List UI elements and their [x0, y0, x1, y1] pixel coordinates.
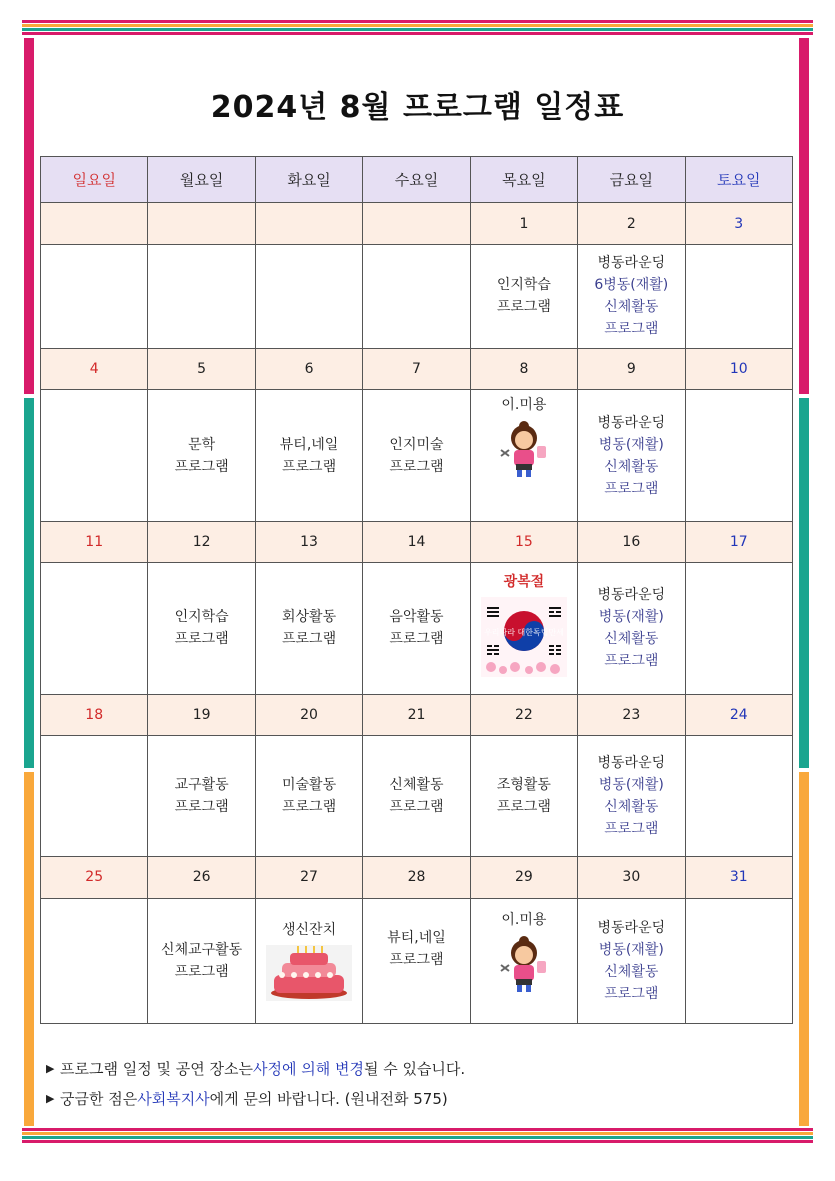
note-schedule-change — [46, 1054, 465, 1084]
program-cell — [685, 563, 792, 694]
calendar-table — [40, 156, 793, 1024]
program-cell — [685, 390, 792, 521]
program-cell — [363, 898, 470, 1023]
weekday-tuesday: 화요일 — [255, 157, 362, 203]
program-label: 회상활동 — [282, 609, 337, 626]
program-label: 음악활동 — [389, 609, 444, 626]
top-border — [22, 20, 813, 36]
date-cell: 7 — [363, 348, 470, 389]
date-cell: 24 — [685, 694, 792, 735]
weekday-saturday: 토요일 — [685, 157, 792, 203]
date-cell: 16 — [578, 521, 685, 562]
date-cell: 29 — [470, 857, 577, 898]
program-label: 6병동(재활) — [594, 277, 669, 294]
program-label: 프로그램 — [174, 631, 229, 648]
date-cell: 22 — [470, 694, 577, 735]
program-cell — [470, 563, 577, 694]
date-cell: 15 — [470, 521, 577, 562]
program-cell — [578, 390, 685, 521]
program-row — [41, 244, 793, 348]
program-label: 프로그램 — [604, 985, 659, 1002]
program-cell — [578, 735, 685, 856]
program-cell — [41, 244, 148, 348]
program-label: 이.미용 — [501, 397, 547, 414]
date-row — [41, 694, 793, 735]
program-cell — [148, 390, 255, 521]
program-label: 신체활동 — [604, 963, 659, 980]
note-text: 에게 문의 바랍니다. (원내전화 575) — [209, 1090, 448, 1108]
program-row — [41, 735, 793, 856]
date-cell: 6 — [255, 348, 362, 389]
right-border-orange — [799, 772, 809, 1126]
program-label: 프로그램 — [496, 799, 551, 816]
program-cell — [363, 563, 470, 694]
program-cell — [148, 735, 255, 856]
program-label: 병동라운딩 — [597, 755, 666, 772]
program-cell — [363, 244, 470, 348]
program-cell — [255, 563, 362, 694]
date-row — [41, 521, 793, 562]
program-label: 문학 — [188, 436, 216, 453]
date-cell: 3 — [685, 203, 792, 244]
date-cell: 18 — [41, 694, 148, 735]
korean-flag-icon — [481, 597, 567, 677]
program-label: 미술활동 — [282, 777, 337, 794]
program-label: 뷰티,네일 — [279, 436, 339, 453]
program-cell — [255, 244, 362, 348]
date-cell — [148, 203, 255, 244]
date-cell: 2 — [578, 203, 685, 244]
program-row — [41, 390, 793, 521]
program-label: 병동라운딩 — [597, 414, 666, 431]
program-label: 프로그램 — [389, 631, 444, 648]
left-border-teal — [24, 398, 34, 768]
birthday-cake-icon — [266, 945, 352, 1001]
date-cell: 11 — [41, 521, 148, 562]
hairdresser-icon — [497, 935, 551, 995]
date-row — [41, 203, 793, 244]
weekday-header-row — [41, 157, 793, 203]
program-cell — [255, 735, 362, 856]
date-cell: 5 — [148, 348, 255, 389]
page-title: 2024년 8월 프로그램 일정표 — [210, 90, 625, 125]
date-row — [41, 857, 793, 898]
program-cell — [578, 244, 685, 348]
date-cell: 13 — [255, 521, 362, 562]
program-cell — [41, 735, 148, 856]
program-label: 신체활동 — [604, 299, 659, 316]
program-label: 인지학습 — [174, 609, 229, 626]
note-text: 프로그램 일정 및 공연 장소는 — [60, 1060, 253, 1078]
program-label: 신체활동 — [604, 631, 659, 648]
flag-text: 우리나라 대한독립만세 — [483, 628, 564, 638]
program-cell — [148, 898, 255, 1023]
program-label: 병동(재활) — [598, 941, 664, 958]
date-cell: 14 — [363, 521, 470, 562]
right-border-teal — [799, 398, 809, 768]
triangle-bullet-icon: ▶ — [46, 1062, 55, 1075]
date-cell: 23 — [578, 694, 685, 735]
program-label: 병동라운딩 — [597, 587, 666, 604]
date-cell: 26 — [148, 857, 255, 898]
date-cell: 30 — [578, 857, 685, 898]
hairdresser-icon — [497, 420, 551, 480]
program-label: 프로그램 — [496, 299, 551, 316]
date-cell: 21 — [363, 694, 470, 735]
date-cell: 8 — [470, 348, 577, 389]
note-text: 궁금한 점은 — [60, 1090, 138, 1108]
program-label: 교구활동 — [174, 777, 229, 794]
program-label: 프로그램 — [282, 631, 337, 648]
program-label: 프로그램 — [604, 321, 659, 338]
program-label: 병동라운딩 — [597, 919, 666, 936]
program-label: 프로그램 — [604, 480, 659, 497]
program-label: 신체교구활동 — [161, 941, 243, 958]
program-label: 병동(재활) — [598, 436, 664, 453]
note-text: 될 수 있습니다. — [363, 1060, 466, 1078]
program-cell — [685, 898, 792, 1023]
note-highlight: 사회복지사 — [137, 1090, 210, 1108]
date-cell: 28 — [363, 857, 470, 898]
program-cell — [470, 735, 577, 856]
program-label: 프로그램 — [604, 821, 659, 838]
date-cell — [363, 203, 470, 244]
date-cell: 27 — [255, 857, 362, 898]
program-label: 신체활동 — [389, 777, 444, 794]
program-cell — [685, 244, 792, 348]
date-cell: 19 — [148, 694, 255, 735]
program-label: 프로그램 — [174, 963, 229, 980]
program-label: 프로그램 — [174, 458, 229, 475]
program-cell — [41, 898, 148, 1023]
program-label: 신체활동 — [604, 799, 659, 816]
date-cell: 17 — [685, 521, 792, 562]
program-label: 프로그램 — [389, 458, 444, 475]
program-row — [41, 898, 793, 1023]
program-label: 조형활동 — [496, 777, 551, 794]
program-label: 프로그램 — [389, 799, 444, 816]
date-cell: 9 — [578, 348, 685, 389]
date-cell: 1 — [470, 203, 577, 244]
program-cell — [148, 563, 255, 694]
date-cell — [41, 203, 148, 244]
program-cell — [470, 898, 577, 1023]
holiday-label: 광복절 — [503, 574, 545, 591]
weekday-friday: 금요일 — [578, 157, 685, 203]
date-cell: 25 — [41, 857, 148, 898]
weekday-thursday: 목요일 — [470, 157, 577, 203]
program-label: 신체활동 — [604, 458, 659, 475]
program-label: 인지학습 — [496, 277, 551, 294]
date-row — [41, 348, 793, 389]
notes — [46, 1054, 465, 1114]
program-cell — [41, 563, 148, 694]
program-label: 인지미술 — [389, 436, 444, 453]
program-label: 병동라운딩 — [597, 255, 666, 272]
date-cell: 31 — [685, 857, 792, 898]
left-border-orange — [24, 772, 34, 1126]
program-cell — [41, 390, 148, 521]
program-label: 프로그램 — [604, 653, 659, 670]
program-label: 뷰티,네일 — [387, 929, 446, 946]
program-label: 병동(재활) — [598, 609, 664, 626]
date-cell — [255, 203, 362, 244]
program-label: 프로그램 — [282, 799, 337, 816]
date-cell: 20 — [255, 694, 362, 735]
note-contact — [46, 1084, 465, 1114]
program-label: 프로그램 — [282, 458, 337, 475]
bottom-border — [22, 1128, 813, 1144]
weekday-sunday: 일요일 — [41, 157, 148, 203]
program-cell — [685, 735, 792, 856]
weekday-monday: 월요일 — [148, 157, 255, 203]
program-label: 생신잔치 — [282, 921, 337, 938]
program-row — [41, 563, 793, 694]
program-cell — [255, 390, 362, 521]
triangle-bullet-icon: ▶ — [46, 1092, 55, 1105]
program-label: 이.미용 — [501, 911, 547, 928]
weekday-wednesday: 수요일 — [363, 157, 470, 203]
program-label: 프로그램 — [174, 799, 229, 816]
program-cell — [363, 390, 470, 521]
program-cell — [363, 735, 470, 856]
program-cell — [255, 898, 362, 1023]
program-label: 프로그램 — [389, 951, 444, 968]
date-cell: 10 — [685, 348, 792, 389]
note-highlight: 사정에 의해 변경 — [252, 1060, 364, 1078]
program-cell — [470, 244, 577, 348]
date-cell: 4 — [41, 348, 148, 389]
program-cell — [470, 390, 577, 521]
program-cell — [578, 563, 685, 694]
program-cell — [578, 898, 685, 1023]
program-label: 병동(재활) — [598, 777, 664, 794]
date-cell: 12 — [148, 521, 255, 562]
program-cell — [148, 244, 255, 348]
